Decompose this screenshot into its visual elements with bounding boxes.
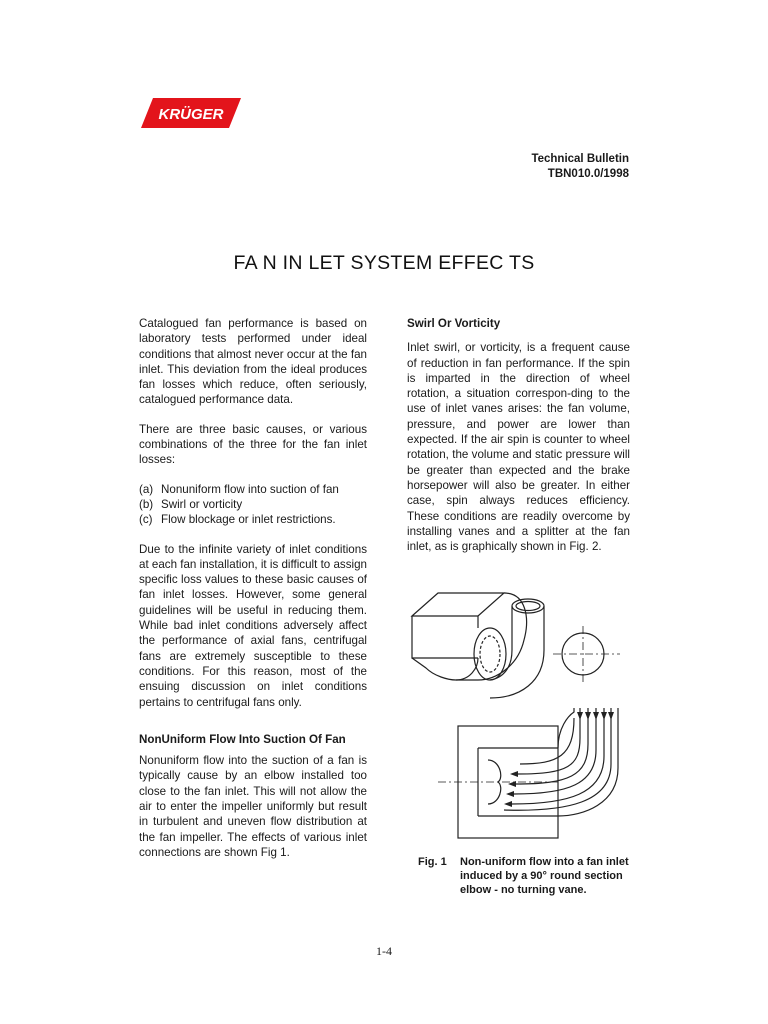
variety-paragraph: Due to the infinite variety of inlet conditions at each fan installation, it is difficult to assign specific loss values to these basic causes of fan inlet losses. However, some general guidelines will be useful in reducing them. While bad inlet conditions adversely affect the performance of axial fans, centrifugal fans are extremely susceptible to these conditions. For this reason, most of the ensuing discussion on inlet conditions pertains to centrifugal fans only. [139, 542, 367, 709]
figure-label: Fig. 1 [418, 856, 447, 868]
figure-caption [418, 855, 633, 897]
list-item: (c) Flow blockage or inlet restrictions. [139, 513, 336, 527]
fan-inlet-figure [408, 588, 630, 843]
page-title: FA N IN LET SYSTEM EFFEC TS [233, 252, 535, 274]
figure-caption-text: Non-uniform flow into a fan inlet induced by a 90° round section elbow - no turning vane. [460, 856, 629, 896]
nonuniform-heading: NonUniform Flow Into Suction Of Fan [139, 732, 346, 746]
intro-paragraph: Catalogued fan performance is based on laboratory tests performed under ideal conditions that almost never occur at the fan inlet. This deviation from the ideal produces fan losses which reduce, often seriously, catalogued performance data. [139, 317, 367, 407]
fan-housing-drawing [412, 593, 544, 698]
causes-paragraph: There are three basic causes, or various combinations of the three for the fan inlet losses: [139, 422, 367, 467]
right-column [407, 316, 630, 554]
kruger-logo [141, 98, 241, 128]
bulletin-title: Technical Bulletin [531, 153, 629, 165]
flow-diagram [438, 708, 618, 838]
nonuniform-paragraph: Nonuniform flow into the suction of a fan is typically cause by an elbow installed too close to the fan inlet. This will not allow the air to enter the impeller uniformly but result in turbulent and uneven flow distribution at the fan impeller. The effects of various inlet connections are shown Fig 1. [139, 754, 367, 859]
swirl-paragraph: Inlet swirl, or vorticity, is a frequent cause of reduction in fan performance. If the spin is imparted in the direction of wheel rotation, a situation correspon-ding to the use of inlet vanes arises: the fan volume, pressure, and power are lower than expected. If the air spin is counter to wheel rotation, the volume and static pressure will be greater than expected and the brake horsepower will also be greater. In either case, spin always reduces efficiency. These conditions are readily overcome by installing vanes and a splitter at the fan inlet, as is graphically shown in Fig. 2. [407, 341, 630, 554]
left-column [139, 316, 367, 860]
bulletin-block [531, 152, 629, 182]
page-number: 1-4 [376, 944, 392, 958]
swirl-heading: Swirl Or Vorticity [407, 317, 501, 330]
bulletin-number: TBN010.0/1998 [547, 168, 629, 180]
section-circle [553, 626, 620, 684]
list-item: (b) Swirl or vorticity [139, 497, 243, 511]
list-item: (a) Nonuniform flow into suction of fan [139, 482, 339, 496]
logo-text: KRÜGER [158, 106, 224, 123]
causes-list [139, 482, 367, 528]
